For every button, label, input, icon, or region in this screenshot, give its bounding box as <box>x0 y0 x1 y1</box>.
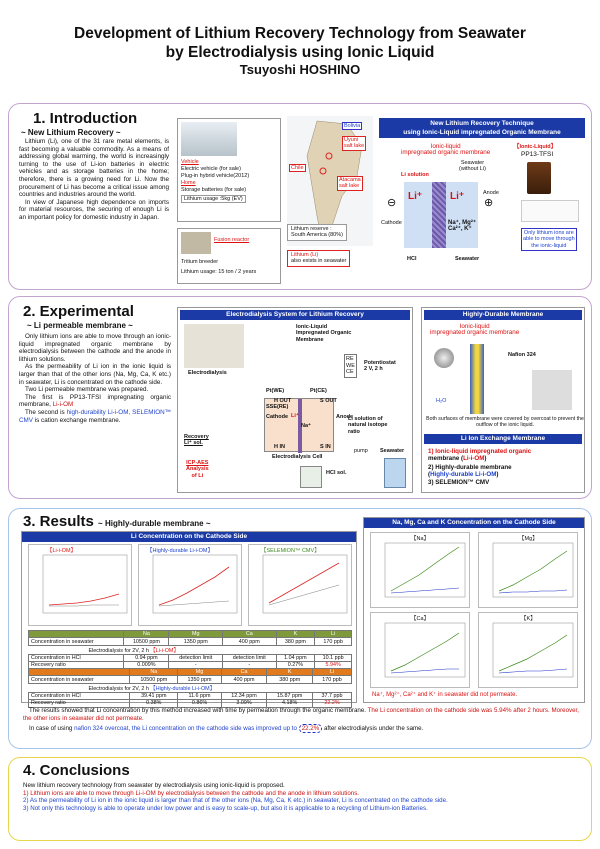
results-p2b: nafion 324 overcoat, the Li concentration on the cathode side was improved up to <box>74 725 299 733</box>
hd-molecule <box>434 348 454 368</box>
map-uyuni <box>342 136 366 151</box>
ed-label: Electrodialysis <box>188 370 227 376</box>
results-p1b: The Li concentration on the cathode side was 5.94% after 2 hours. Moreover, the other ions in seawater did not permeate. <box>23 707 579 722</box>
results-subheading: ~ Highly-durable membrane ~ <box>98 519 211 528</box>
lix-1c: Li-i-OM <box>463 455 485 462</box>
map-atacama-1: Atacama <box>339 177 361 183</box>
t1-r1c2: detection limit <box>169 654 223 661</box>
map-atacama-2: salt lake <box>339 183 360 190</box>
ed-na-ion: Na⁺ <box>301 423 311 429</box>
t2-r2c1: 0.38% <box>130 700 178 707</box>
tech-seawater-wo-2: (without Li) <box>459 166 486 173</box>
home-label: Home <box>181 180 196 186</box>
tech-seawater-wo-1: Seawater <box>460 160 485 166</box>
tech-membrane-2: impregnated organic membrane <box>401 149 491 157</box>
ed-re: RE <box>346 356 354 362</box>
sea-1: Lithium (Li) <box>291 252 319 258</box>
lix-item-2 <box>428 464 512 478</box>
hd-photo <box>532 370 572 410</box>
tech-only-li-2: able to move through <box>523 236 575 243</box>
vehicle-box <box>177 118 281 222</box>
t2-h1: Na <box>130 669 178 676</box>
t2-note <box>29 683 352 692</box>
t1-row-hcl <box>29 654 352 661</box>
t2-h5: Li <box>313 669 352 676</box>
t1-row-sea <box>29 638 352 645</box>
ed-lisol-2: natural isotope <box>348 422 388 429</box>
t1-r2c3: - <box>223 662 277 669</box>
ed-icp-1: ICP-AES <box>186 460 209 466</box>
t2-r2c5: 22.2% <box>313 700 352 707</box>
tech-cell <box>404 182 478 248</box>
ed-cell-label: Electrodialysis Cell <box>272 454 323 460</box>
t1-note-b: 【Li-i-OM】 <box>150 647 179 654</box>
t2-note-b: 【Highly-durable Li-i-OM】 <box>150 685 216 692</box>
hd-box <box>421 307 585 493</box>
t2-r1c2: 11.6 ppm <box>178 692 221 699</box>
hd-membrane <box>430 324 519 337</box>
chart-k-plot <box>479 613 579 689</box>
tech-li-left: Li⁺ <box>408 191 423 202</box>
t1-h3: Ca <box>223 631 277 638</box>
tech-minus: ⊖ <box>387 197 397 209</box>
usage-fusion: Lithium usage: 15 ton / 2 years <box>181 269 257 275</box>
ed-ptce: Pt(CE) <box>310 388 327 394</box>
results-p1a: The results showed that Li concentration by this method increased with time by permeation through the organic membrane. <box>29 707 368 714</box>
ed-lisol-3: ratio <box>348 428 360 435</box>
tech-seawater: Seawater <box>455 256 480 262</box>
t1-r0c3: 400 ppm <box>223 638 277 645</box>
hd-membrane-1: Ionic-liquid <box>459 323 490 330</box>
ed-recovery-1: Recovery <box>184 434 209 440</box>
t2-r2c3: 3.09% <box>221 700 267 707</box>
lix-1b: membrane ( <box>428 455 464 462</box>
ed-system-box <box>177 307 413 493</box>
t1-r2c2: - <box>169 662 223 669</box>
hd-layer <box>470 344 484 414</box>
lix-2d: ) <box>496 471 499 478</box>
t1-r0c0: Concentration in seawater <box>29 638 124 645</box>
t2-r2c0: Recovery ratio <box>29 700 130 707</box>
chart-k <box>478 612 578 688</box>
ed-potentiostat <box>364 360 396 373</box>
chart-hd-plot <box>139 545 243 627</box>
lix-1a: 1) Ionic-liquid impregnated organic <box>428 448 532 455</box>
exp-p1: Only lithium ions are able to move through an ionic-liquid impregnated organic membrane by electrodialysis between the cathode and the anode in lithium solutions. <box>19 333 171 363</box>
tech-hcl: HCl <box>407 256 417 262</box>
t1-r1c5: 10.1 ppb <box>315 654 352 661</box>
t1-r1c3: detection limit <box>223 654 277 661</box>
author: Tsuyoshi HOSHINO <box>239 62 361 77</box>
t1-r0c2: 1350 ppm <box>169 638 223 645</box>
il-structure <box>521 200 579 222</box>
ed-il-mem-2: Impregnated Organic <box>296 330 352 337</box>
intro-heading: 1. Introduction <box>33 110 138 127</box>
map-atacama <box>337 176 363 191</box>
t1-r0c1: 10500 ppm <box>124 638 169 645</box>
t2-h3: Ca <box>221 669 267 676</box>
tech-ions <box>448 220 476 233</box>
vehicle-phv: Plug-in hybrid vehicle(2012) <box>181 173 250 179</box>
chart-li-i-om <box>28 544 132 626</box>
sea-2: also exists in seawater <box>291 258 347 265</box>
t2-row-ratio <box>29 700 352 707</box>
t2-r1c0: Concentration in HCl <box>29 692 130 699</box>
vehicle-label: Vehicle <box>181 159 199 165</box>
exp-p5b: high-durability Li-i-OM, SELEMION™ CMV <box>19 408 171 424</box>
cathode-title: Li Concentration on the Cathode Side <box>22 532 356 542</box>
exp-p5 <box>19 409 171 424</box>
intro-p1: Lithium (Li), one of the 31 rare metal elements, is fast becoming a valuable commodity. As a means of addressing global warming, the world is increasingly turning to the use of Li-ion batteries in electric vehicles and as storage batteries in the home; therefore, there is a growing need for Li. Now the procurement of Li has become a critical issue among countries and industries around the world. <box>19 138 169 199</box>
ed-hin: H IN <box>274 444 285 450</box>
conclusions-lead: New lithium recovery technology from seawater by electrodialysis using ionic-liquid is proposed. <box>23 782 285 789</box>
chart-mg <box>478 532 578 608</box>
cathode-box <box>21 531 357 707</box>
tech-seawater-wo <box>459 160 486 173</box>
fusion-box <box>177 228 281 284</box>
chart-na <box>370 532 470 608</box>
t2-r0c0: Concentration in seawater <box>29 676 130 683</box>
ed-recovery-2: Li⁺ sol. <box>184 440 203 447</box>
t2-row-sea <box>29 676 352 683</box>
ev-photo <box>181 122 237 156</box>
ed-cathode: Cathode <box>266 414 288 420</box>
chart-ca <box>370 612 470 688</box>
ed-il-mem-1: Ionic-Liquid <box>296 324 328 330</box>
il-bottle <box>527 162 551 194</box>
chart-selemion-plot <box>249 545 353 627</box>
experimental-text <box>19 333 171 424</box>
ed-il-mem-3: Membrane <box>296 336 324 343</box>
tech-only-li <box>521 228 577 251</box>
results-p1 <box>23 707 579 722</box>
table-li-i-om <box>28 630 352 670</box>
ed-lisol-1: Li solution of <box>348 416 383 422</box>
exp-p5a: The second is <box>25 408 67 416</box>
t1-r2c0: Recovery ratio <box>29 662 124 669</box>
conclusions-item-2: 2) As the permeability of Li ion in the ionic liquid is larger than that of the other ions (Na, Mg, Ca, K etc.) in seawater, Li is concentrated on the cathode side. <box>23 797 448 805</box>
chart-li-i-om-plot <box>29 545 133 627</box>
t2-h0 <box>29 669 130 676</box>
chart-na-label: 【Na】 <box>411 536 430 542</box>
conclusions-text <box>23 782 583 812</box>
chart-mg-label: 【Mg】 <box>519 536 538 542</box>
t2-head <box>29 669 352 676</box>
fusion-tritium: Tritium breeder <box>181 259 219 265</box>
t2-r1c1: 39.41 ppm <box>130 692 178 699</box>
exp-p5c: is cation exchange membrane. <box>33 416 121 424</box>
lix-2b: ( <box>428 471 431 478</box>
ed-hcl: HCl sol. <box>326 470 347 476</box>
t1-r1c4: 1.04 ppm <box>276 654 315 661</box>
t2-r2c4: 4.18% <box>267 700 313 707</box>
t1-r1c0: Concentration in HCl <box>29 654 124 661</box>
lix-item-1 <box>428 448 531 462</box>
other-ions-note: Na⁺, Mg²⁺, Ca²⁺ and K⁺ in seawater did not permeate. <box>372 692 518 698</box>
results-p2 <box>23 725 579 733</box>
t2-r0c5: 170 ppb <box>313 676 352 683</box>
chart-k-label: 【K】 <box>521 616 536 622</box>
reserve-1: Lithium reserve : <box>291 226 332 232</box>
conclusions-item-1: 1) Lithium ions are able to move through Li-i-OM by electrodialysis between the cathode and the anode in lithium solutions. <box>23 789 360 797</box>
t1-r0c5: 170 ppb <box>315 638 352 645</box>
t2-r1c3: 12.34 ppm <box>221 692 267 699</box>
t2-r0c2: 1350 ppm <box>178 676 221 683</box>
fusion-photo <box>181 232 211 254</box>
ed-sout: S OUT <box>320 398 337 404</box>
tech-il-label: 【Ionic-Liquid】 <box>514 144 557 150</box>
ed-icp-2: Analysis <box>186 466 209 473</box>
t1-note <box>29 645 352 654</box>
t1-r2c5: 5.94% <box>315 662 352 669</box>
intro-p2: In view of Japanese high dependence on imports for material resources, the securing of enough Li is an important policy for domestic industry in Japan. <box>19 198 169 221</box>
chart-hd-li-i-om <box>138 544 242 626</box>
results-heading <box>23 513 211 530</box>
lix-title: Li Ion Exchange Membrane <box>424 434 582 444</box>
ed-sse: SSE(RE) <box>266 404 289 410</box>
home-storage: Storage batteries (for sale) <box>181 187 247 193</box>
t2-r2c2: 0.86% <box>178 700 221 707</box>
ed-pump: pump <box>354 448 368 454</box>
ed-ptwe: Pt(WE) <box>266 388 285 394</box>
t2-r1c4: 15.87 ppm <box>267 692 313 699</box>
t2-row-hcl <box>29 692 352 699</box>
ed-we: WE <box>346 362 355 369</box>
results-p2d: after electrodialysis under the same. <box>322 725 424 733</box>
tech-membrane <box>432 182 446 248</box>
ed-rewece <box>344 354 357 378</box>
lix-2a: 2) Highly-durable membrane <box>428 464 512 471</box>
hd-membrane-2: impregnated organic membrane <box>430 329 520 337</box>
t1-note-a: Electrodialysis for 2V, 2 h <box>88 647 151 654</box>
exp-p4b: Li-i-OM <box>52 401 74 409</box>
other-ions-box <box>363 517 585 703</box>
results-p2a: In case of using <box>29 725 75 733</box>
experimental-section <box>8 296 592 499</box>
ed-li-ion: Li⁺ <box>291 413 299 419</box>
t2-h2: Mg <box>178 669 221 676</box>
intro-section <box>8 103 592 290</box>
tech-anode: Anode <box>483 190 499 196</box>
conclusions-heading: 4. Conclusions <box>23 762 130 779</box>
results-text <box>23 707 579 733</box>
table-hd-li-i-om <box>28 668 352 708</box>
results-heading-text: 3. Results <box>23 513 94 530</box>
hd-title: Highly-Durable Membrane <box>424 310 582 320</box>
ed-pot-2: 2 V, 2 h <box>364 366 383 373</box>
ed-pot-1: Potentiostat <box>364 360 396 366</box>
t1-h2: Mg <box>169 631 223 638</box>
map-bolivia: Bolivia <box>344 123 361 129</box>
conclusions-section <box>8 757 592 841</box>
ed-hcl-beaker <box>300 466 322 488</box>
exp-p4 <box>19 394 171 409</box>
ed-anode: Anode <box>336 414 354 420</box>
tech-title-2: using Ionic-Liquid impregnated Organic Membrane <box>403 129 561 136</box>
vehicle-ev: Electric vehicle (for sale) <box>181 166 241 172</box>
t2-r0c1: 10500 ppm <box>130 676 178 683</box>
tech-only-li-1: Only lithium ions are <box>523 230 574 236</box>
t1-h0 <box>29 631 124 638</box>
tech-plus: ⊕ <box>484 197 494 209</box>
intro-subheading: ~ New Lithium Recovery ~ <box>21 128 121 137</box>
hd-nafion: Nafion 324 <box>508 352 536 358</box>
lix-item-3: 3) SELEMION™ CMV <box>428 479 490 486</box>
tech-membrane-label <box>401 144 490 157</box>
t1-r0c4: 380 ppm <box>276 638 315 645</box>
map-uyuni-1: Uyuni <box>344 137 359 143</box>
conclusions-item-3: 3) Not only this technology is able to operate under low power and is easy to scale-up, but also it is applicable to a recycling of Lithium-ion Batteries. <box>23 804 428 812</box>
tech-li-right: Li⁺ <box>450 191 465 202</box>
ed-recovery <box>184 434 209 447</box>
chart-mg-plot <box>479 533 579 609</box>
tech-il-name: PP13-TFSI <box>521 151 554 158</box>
hd-h2o: H₂O <box>436 398 447 404</box>
t2-r1c5: 37.7 ppb <box>313 692 352 699</box>
t1-h1: Na <box>124 631 169 638</box>
ed-il-mem <box>296 324 351 343</box>
t1-h4: K <box>276 631 315 638</box>
chart-hd-label: 【Highly-durable Li-i-OM】 <box>147 548 214 554</box>
usage-ev: Lithium usage :5kg (EV) <box>181 195 246 203</box>
exp-p4a: The first is PP13-TFSI impregnating organic membrane, <box>19 393 171 409</box>
ed-seawater-beaker <box>384 458 406 488</box>
t1-h5: Li <box>315 631 352 638</box>
lix-2c: Highly-durable Li-i-OM <box>430 471 497 478</box>
intro-text <box>19 138 169 222</box>
experimental-subheading: ~ Li permeable membrane ~ <box>27 321 133 330</box>
chart-ca-label: 【Ca】 <box>411 616 430 622</box>
title-line2: by Electrodialysis using Ionic Liquid <box>165 44 435 61</box>
ed-system-title: Electrodialysis System for Lithium Recovery <box>180 310 410 320</box>
exp-p2: As the permeability of Li ion in the ionic liquid is larger than that of the other ions (Na, Mg, Ca, K etc.) in seawater, Li is concentrated on the cathode side. <box>19 363 171 386</box>
reserve-box <box>287 224 347 241</box>
map-uyuni-2: salt lake <box>344 143 365 150</box>
t1-r2c4: 0.27% <box>276 662 315 669</box>
tech-title-1: New Lithium Recovery Technique <box>430 120 534 127</box>
ed-seawater: Seawater <box>380 448 405 454</box>
results-p2c: 22.2% <box>299 724 323 733</box>
hd-text: Both surfaces of membrane were covered by overcoat to prevent the outflow of the ionic liquid. <box>426 416 584 429</box>
ed-sin: S IN <box>320 444 331 450</box>
t2-r0c3: 400 ppm <box>221 676 267 683</box>
experimental-heading: 2. Experimental <box>23 303 134 320</box>
fusion-label: Fusion reactor <box>214 237 250 243</box>
ed-lisol <box>348 416 387 435</box>
other-ions-title: Na, Mg, Ca and K Concentration on the Cathode Side <box>364 518 584 528</box>
tech-membrane-1: Ionic-liquid <box>430 143 461 150</box>
chart-selemion <box>248 544 352 626</box>
poster-title <box>0 24 600 77</box>
t2-r0c4: 380 ppm <box>267 676 313 683</box>
tech-title-bar <box>379 118 585 138</box>
title-line1: Development of Lithium Recovery Technology from Seawater <box>74 25 526 42</box>
t1-head <box>29 631 352 638</box>
sea-box <box>287 250 350 267</box>
ed-photo <box>184 324 244 368</box>
chart-selemion-label: 【SELEMION™ CMV】 <box>261 548 320 554</box>
exp-p3: Two Li permeable membrane was prepared. <box>25 386 149 394</box>
reserve-2: South America (80%) <box>291 232 343 239</box>
tech-ions-2: Ca²⁺, K⁺ <box>448 226 472 233</box>
ed-icp <box>186 460 209 479</box>
t1-r1c1: 0.94 ppm <box>124 654 169 661</box>
t2-note-a: Electrodialysis for 2V, 2 h <box>88 685 151 692</box>
ed-icp-3: of Li <box>191 472 204 479</box>
chart-na-plot <box>371 533 471 609</box>
map-chile: Chile <box>291 165 304 171</box>
chart-li-i-om-label: 【Li-i-OM】 <box>47 548 77 554</box>
ed-ce: CE <box>346 369 354 375</box>
lix-1d: ) <box>484 455 487 462</box>
t1-r2c1: 0.009% <box>124 662 169 669</box>
chart-ca-plot <box>371 613 471 689</box>
t2-h4: K <box>267 669 313 676</box>
tech-ions-1: Na⁺, Mg²⁺ <box>448 220 476 226</box>
tech-li-solution: Li solution <box>401 172 429 178</box>
results-section <box>8 508 592 749</box>
tech-only-li-3: the ionic-liquid <box>531 242 567 249</box>
tech-cathode: Cathode <box>381 220 402 226</box>
ed-hout: H OUT <box>274 398 292 404</box>
